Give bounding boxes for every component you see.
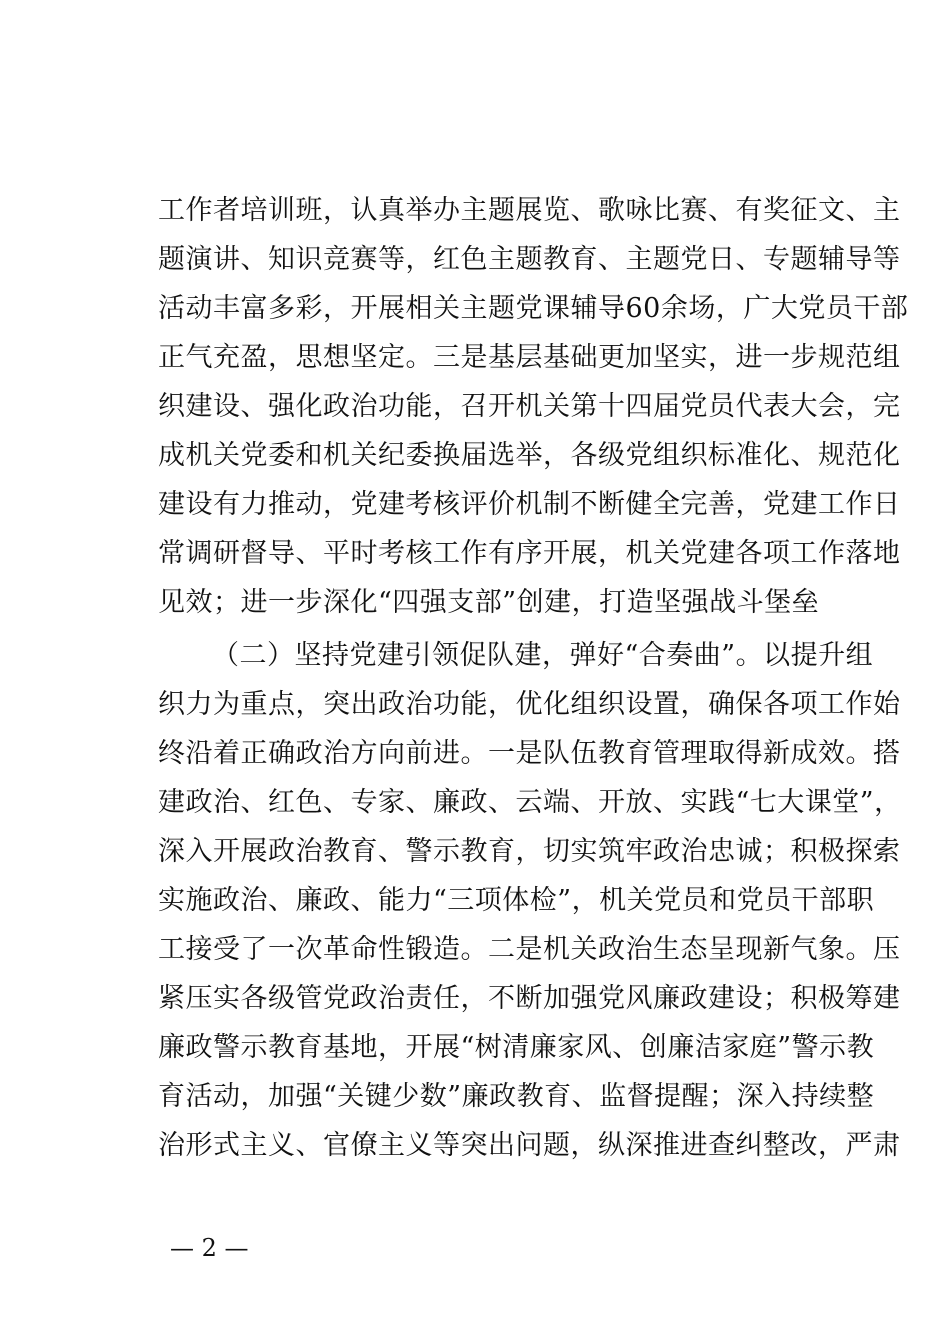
text-line: 深入开展政治教育、警示教育，切实筑牢政治忠诚；积极探索 [158,836,901,867]
page-number: — 2 — [170,1234,249,1262]
text-line: 活动丰富多彩，开展相关主题党课辅导60余场，广大党员干部 [158,293,909,324]
text-line: 常调研督导、平时考核工作有序开展，机关党建各项工作落地 [158,538,901,569]
text-line: 织力为重点，突出政治功能，优化组织设置，确保各项工作始 [158,689,901,720]
text-line: 廉政警示教育基地，开展“树清廉家风、创廉洁家庭”警示教 [158,1032,875,1063]
text-line: 建政治、红色、专家、廉政、云端、开放、实践“七大课堂”， [158,787,902,818]
text-line: 成机关党委和机关纪委换届选举，各级党组织标准化、规范化 [158,440,901,471]
text-line: 紧压实各级管党政治责任，不断加强党风廉政建设；积极筹建 [158,983,901,1014]
text-line: 终沿着正确政治方向前进。一是队伍教育管理取得新成效。搭 [158,738,901,769]
text-line: 治形式主义、官僚主义等突出问题，纵深推进查纠整改，严肃 [158,1130,901,1161]
text-line: 育活动，加强“关键少数”廉政教育、监督提醒；深入持续整 [158,1081,875,1112]
text-line: 正气充盈，思想坚定。三是基层基础更加坚实，进一步规范组 [158,342,901,373]
text-line: 题演讲、知识竞赛等，红色主题教育、主题党日、专题辅导等 [158,244,901,275]
text-line: 建设有力推动，党建考核评价机制不断健全完善，党建工作日 [158,489,901,520]
text-line: 工作者培训班，认真举办主题展览、歌咏比赛、有奖征文、主 [158,195,901,226]
text-line: 实施政治、廉政、能力“三项体检”，机关党员和党员干部职 [158,885,875,916]
text-line: 织建设、强化政治功能，召开机关第十四届党员代表大会，完 [158,391,901,422]
text-line: 见效；进一步深化“四强支部”创建，打造坚强战斗堡垒 [158,587,820,618]
text-line: 工接受了一次革命性锻造。二是机关政治生态呈现新气象。压 [158,934,901,965]
paragraph-start-line: （二）坚持党建引领促队建，弹好“合奏曲”。以提升组 [212,640,874,671]
